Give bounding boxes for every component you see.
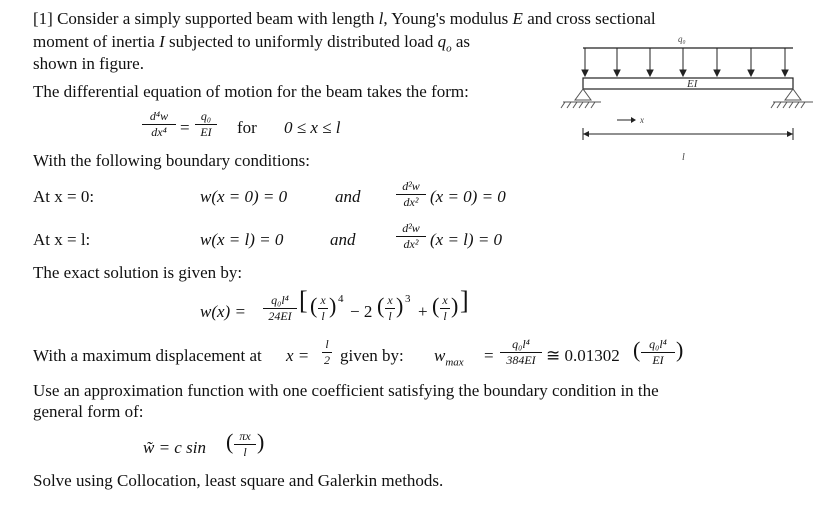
exact-paren-3-open: ( xyxy=(432,293,440,318)
exact-lhs: w(x) = xyxy=(200,302,246,321)
bc-d2w-fraction-0: d²w dx² xyxy=(396,180,426,209)
load-arrows xyxy=(582,48,788,76)
exact-paren-2-open: ( xyxy=(377,293,385,318)
problem-line-1: [1] Consider a simply supported beam with length l, Young's modulus E and cross sectional xyxy=(33,9,656,28)
bc-and-0: and xyxy=(335,187,361,206)
load-label: q₀ xyxy=(678,34,686,44)
approx-line-1: Use an approximation function with one coefficient satisfying the boundary condition in the xyxy=(33,381,659,400)
approx-line-2: general form of: xyxy=(33,402,144,421)
beam-figure xyxy=(555,30,820,170)
approx-func-fraction: πx l xyxy=(234,430,256,459)
l-label: l xyxy=(682,152,685,163)
ei-label: EI xyxy=(687,78,698,90)
exact-paren-1-open: ( xyxy=(310,293,318,318)
x-arrow-head xyxy=(631,117,636,123)
max-paren-open: ( xyxy=(633,337,641,362)
bc-d2w-fraction-l: d²w dx² xyxy=(396,222,426,251)
exact-minus-2: − 2 xyxy=(350,302,373,321)
exact-intro: The exact solution is given by: xyxy=(33,263,243,282)
right-support xyxy=(771,89,813,108)
exact-x-over-l-2: x l xyxy=(385,294,395,323)
exact-paren-3-close: ) xyxy=(451,293,459,318)
x-label: x xyxy=(640,115,644,125)
exact-exp-3: 3 xyxy=(405,293,411,305)
problem-line-2: moment of inertia I subjected to uniformly distributed load $q_o$ as xyxy=(33,32,471,55)
solve-instruction: Solve using Collocation, least square and Galerkin methods. xyxy=(33,471,444,490)
exact-plus: + xyxy=(418,302,428,321)
max-half-fraction: l 2 xyxy=(324,337,330,367)
bc-rest-l: (x = l) = 0 xyxy=(430,230,503,249)
exact-paren-2-close: ) xyxy=(396,293,404,318)
de-equals: = xyxy=(180,118,190,137)
bc-w-0: w(x = 0) = 0 xyxy=(200,187,288,206)
exact-bracket-close: ] xyxy=(460,286,469,315)
max-paren-fraction: q₀l⁴ EI xyxy=(641,338,675,367)
de-intro: The differential equation of motion for the beam takes the form: xyxy=(33,82,469,101)
approx-paren-open: ( xyxy=(226,429,234,454)
max-fraction: q₀l⁴ 384EI xyxy=(500,338,542,367)
bc-at-0: At x = 0: xyxy=(33,187,95,206)
max-text-b: given by: xyxy=(340,346,404,365)
max-wmax: $w_{max}$ xyxy=(434,346,464,369)
exact-bracket-open: [ xyxy=(299,286,308,315)
de-range: 0 ≤ x ≤ l xyxy=(284,118,341,137)
de-lhs-fraction: d⁴w dx⁴ xyxy=(142,110,176,139)
max-equals: = xyxy=(484,346,494,365)
max-text-a: With a maximum displacement at xyxy=(33,346,262,365)
de-for: for xyxy=(237,118,257,137)
exact-x-over-l-1: x l xyxy=(318,294,328,323)
problem-line-3: shown in figure. xyxy=(33,54,144,73)
approx-paren-close: ) xyxy=(257,429,265,454)
left-support xyxy=(561,89,601,108)
de-rhs-fraction: q₀ EI xyxy=(195,110,217,139)
max-approx: ≅ 0.01302 xyxy=(546,346,620,365)
bc-intro: With the following boundary conditions: xyxy=(33,151,310,170)
max-paren-close: ) xyxy=(676,337,684,362)
exact-exp-4: 4 xyxy=(338,293,344,305)
bc-and-l: and xyxy=(330,230,356,249)
span-arrow-right xyxy=(787,131,793,137)
span-arrow-left xyxy=(583,131,589,137)
max-x-eq: x = xyxy=(286,346,310,365)
exact-coef-fraction: q₀l⁴ 24EI xyxy=(263,294,297,323)
exact-x-over-l-3: x l xyxy=(440,294,450,323)
bc-at-l: At x = l: xyxy=(33,230,91,249)
bc-w-l: w(x = l) = 0 xyxy=(200,230,284,249)
exact-paren-1-close: ) xyxy=(329,293,337,318)
bc-rest-0: (x = 0) = 0 xyxy=(430,187,506,206)
approx-func-lhs: w̃ = c sin xyxy=(143,438,206,457)
